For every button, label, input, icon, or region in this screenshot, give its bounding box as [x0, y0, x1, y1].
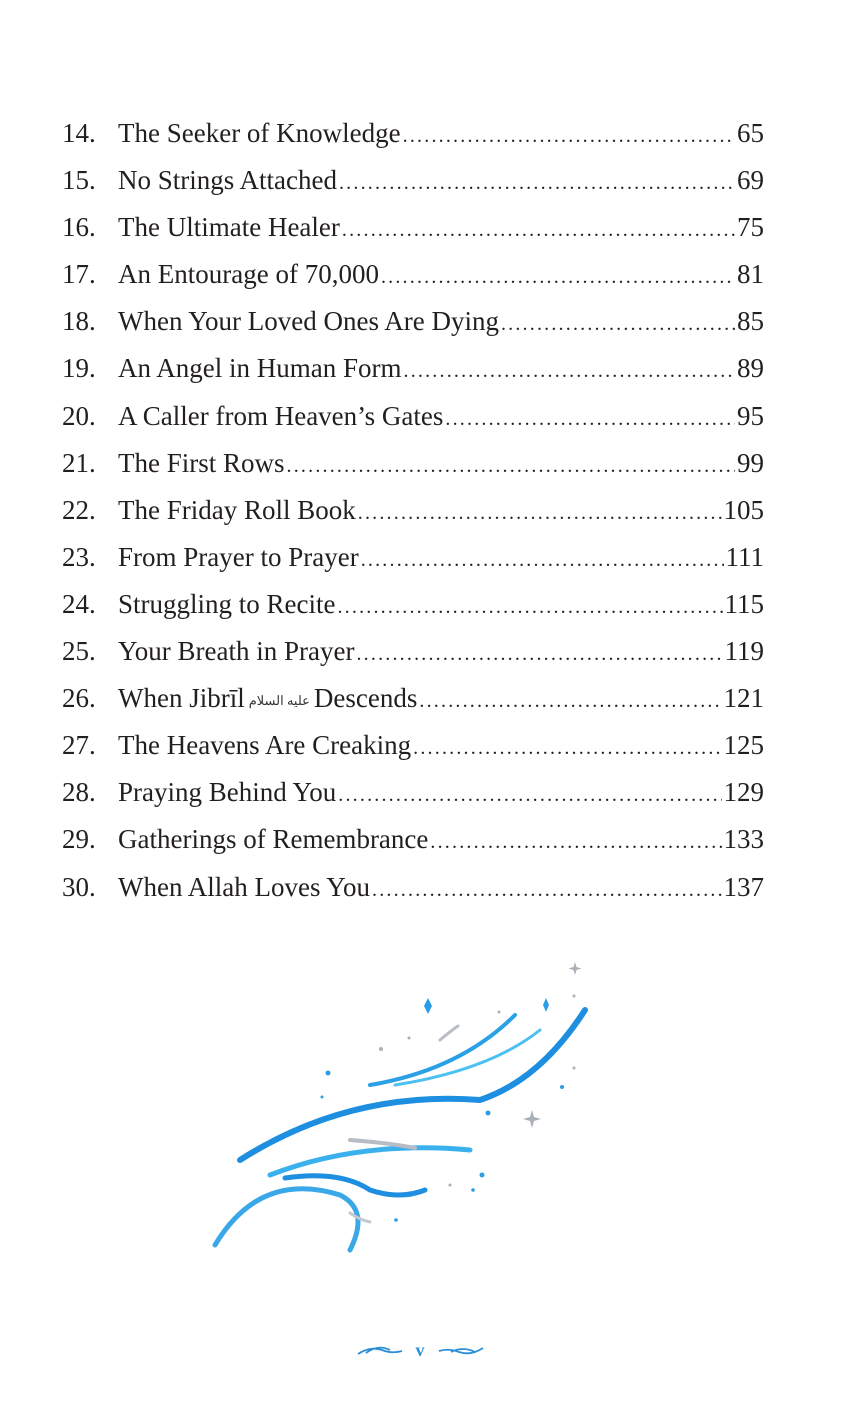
- toc-entry[interactable]: [62, 824, 764, 871]
- chapter-number: 26.: [62, 683, 96, 714]
- page-ref: 95: [737, 400, 764, 431]
- toc-entry[interactable]: [62, 636, 764, 683]
- page-ref: 125: [723, 730, 764, 761]
- chapter-title: [118, 401, 443, 432]
- title-text: A Caller from Heaven’s Gates: [118, 400, 444, 431]
- toc-entry[interactable]: [62, 448, 764, 495]
- title-text: When Jibrīl: [118, 683, 245, 714]
- toc-entry[interactable]: [62, 542, 764, 589]
- chapter-number: 20.: [62, 400, 96, 431]
- title-text: When Your Loved Ones Are Dying: [118, 306, 499, 337]
- page-ref: 111: [725, 541, 764, 572]
- chapter-title: [118, 824, 428, 855]
- page-ref: 99: [737, 447, 764, 478]
- toc-entry[interactable]: [62, 589, 764, 636]
- title-text: Your Breath in Prayer: [118, 636, 355, 667]
- chapter-number: 24.: [62, 588, 96, 619]
- toc-entry[interactable]: [62, 495, 764, 542]
- page-number: v: [415, 1340, 425, 1360]
- title-text: No Strings Attached: [118, 165, 337, 196]
- dot-leader: [419, 690, 721, 713]
- page-ref: 121: [723, 683, 764, 714]
- toc-entry[interactable]: [62, 259, 764, 306]
- dot-leader: [337, 596, 722, 619]
- title-text-after: Descends: [313, 683, 418, 714]
- title-text: The Ultimate Healer: [118, 212, 340, 243]
- toc-entry[interactable]: [62, 777, 764, 824]
- title-text: From Prayer to Prayer: [118, 541, 359, 572]
- chapter-title: [118, 448, 285, 479]
- chapter-title: [118, 542, 359, 573]
- chapter-title: [118, 212, 340, 243]
- page-ref: 89: [737, 353, 764, 384]
- chapter-title: [118, 589, 335, 620]
- dot-leader: [403, 125, 735, 148]
- chapter-number: 15.: [62, 165, 96, 196]
- toc-entry[interactable]: [62, 306, 764, 353]
- title-text: The Friday Roll Book: [118, 494, 356, 525]
- chapter-number: 28.: [62, 777, 96, 808]
- chapter-number: 19.: [62, 353, 96, 384]
- chapter-number: 27.: [62, 730, 96, 761]
- page-ref: 75: [737, 212, 764, 243]
- dot-leader: [287, 455, 735, 478]
- page-ref: 137: [723, 871, 764, 902]
- title-text: The First Rows: [118, 447, 285, 478]
- title-text: The Seeker of Knowledge: [118, 118, 401, 148]
- toc-entry[interactable]: [62, 683, 764, 730]
- page-ref: 105: [723, 494, 764, 525]
- title-text: The Heavens Are Creaking: [118, 730, 412, 761]
- chapter-number: 18.: [62, 306, 96, 337]
- chapter-number: 25.: [62, 636, 96, 667]
- dot-leader: [361, 549, 724, 572]
- honorific-glyph: عليه السلام: [248, 693, 310, 709]
- dot-leader: [372, 879, 722, 902]
- dot-leader: [445, 408, 735, 431]
- dot-leader: [339, 172, 735, 195]
- toc-entry[interactable]: [62, 730, 764, 777]
- title-text: An Entourage of 70,000: [118, 259, 379, 290]
- chapter-title: [118, 730, 411, 761]
- chapter-title: [118, 306, 499, 337]
- right-flourish-icon: [437, 1344, 485, 1358]
- left-flourish-icon: [356, 1344, 404, 1358]
- page-ref: 81: [737, 259, 764, 290]
- chapter-title: [118, 872, 370, 903]
- title-text: An Angel in Human Form: [118, 353, 402, 384]
- table-of-contents: [62, 118, 764, 919]
- dot-leader: [358, 502, 722, 525]
- dot-leader: [430, 831, 721, 854]
- chapter-title: [118, 683, 417, 714]
- dot-leader: [381, 266, 735, 289]
- decorative-swirl-ornament: [200, 960, 600, 1260]
- page-ref: 69: [737, 165, 764, 196]
- toc-entry[interactable]: [62, 872, 764, 919]
- chapter-number: 14.: [62, 118, 96, 148]
- chapter-title: [118, 353, 402, 384]
- dot-leader: [342, 219, 735, 242]
- toc-entry[interactable]: [62, 212, 764, 259]
- chapter-title: [118, 495, 356, 526]
- chapter-number: 22.: [62, 494, 96, 525]
- page-ref: 133: [723, 824, 764, 855]
- dot-leader: [404, 360, 736, 383]
- chapter-title: [118, 636, 354, 667]
- title-text: Praying Behind You: [118, 777, 337, 808]
- dot-leader: [338, 784, 721, 807]
- toc-entry[interactable]: [62, 401, 764, 448]
- dot-leader: [501, 313, 735, 336]
- chapter-number: 30.: [62, 871, 96, 902]
- chapter-number: 23.: [62, 541, 96, 572]
- dot-leader: [413, 737, 721, 760]
- page-ref: 115: [724, 588, 764, 619]
- toc-entry[interactable]: [62, 118, 764, 165]
- toc-entry[interactable]: [62, 165, 764, 212]
- chapter-number: 16.: [62, 212, 96, 243]
- page-ref: 119: [724, 636, 764, 667]
- title-text: Struggling to Recite: [118, 588, 336, 619]
- page-ref: 85: [737, 306, 764, 337]
- toc-entry[interactable]: [62, 353, 764, 400]
- page-ref: 129: [723, 777, 764, 808]
- page-footer: [330, 1340, 510, 1361]
- chapter-title: [118, 259, 379, 290]
- chapter-number: 29.: [62, 824, 96, 855]
- page-ref: 65: [737, 118, 764, 148]
- chapter-title: [118, 777, 336, 808]
- chapter-number: 21.: [62, 447, 96, 478]
- chapter-title: [118, 118, 401, 149]
- chapter-number: 17.: [62, 259, 96, 290]
- dot-leader: [356, 643, 722, 666]
- title-text: Gatherings of Remembrance: [118, 824, 429, 855]
- chapter-title: [118, 165, 337, 196]
- title-text: When Allah Loves You: [118, 871, 370, 902]
